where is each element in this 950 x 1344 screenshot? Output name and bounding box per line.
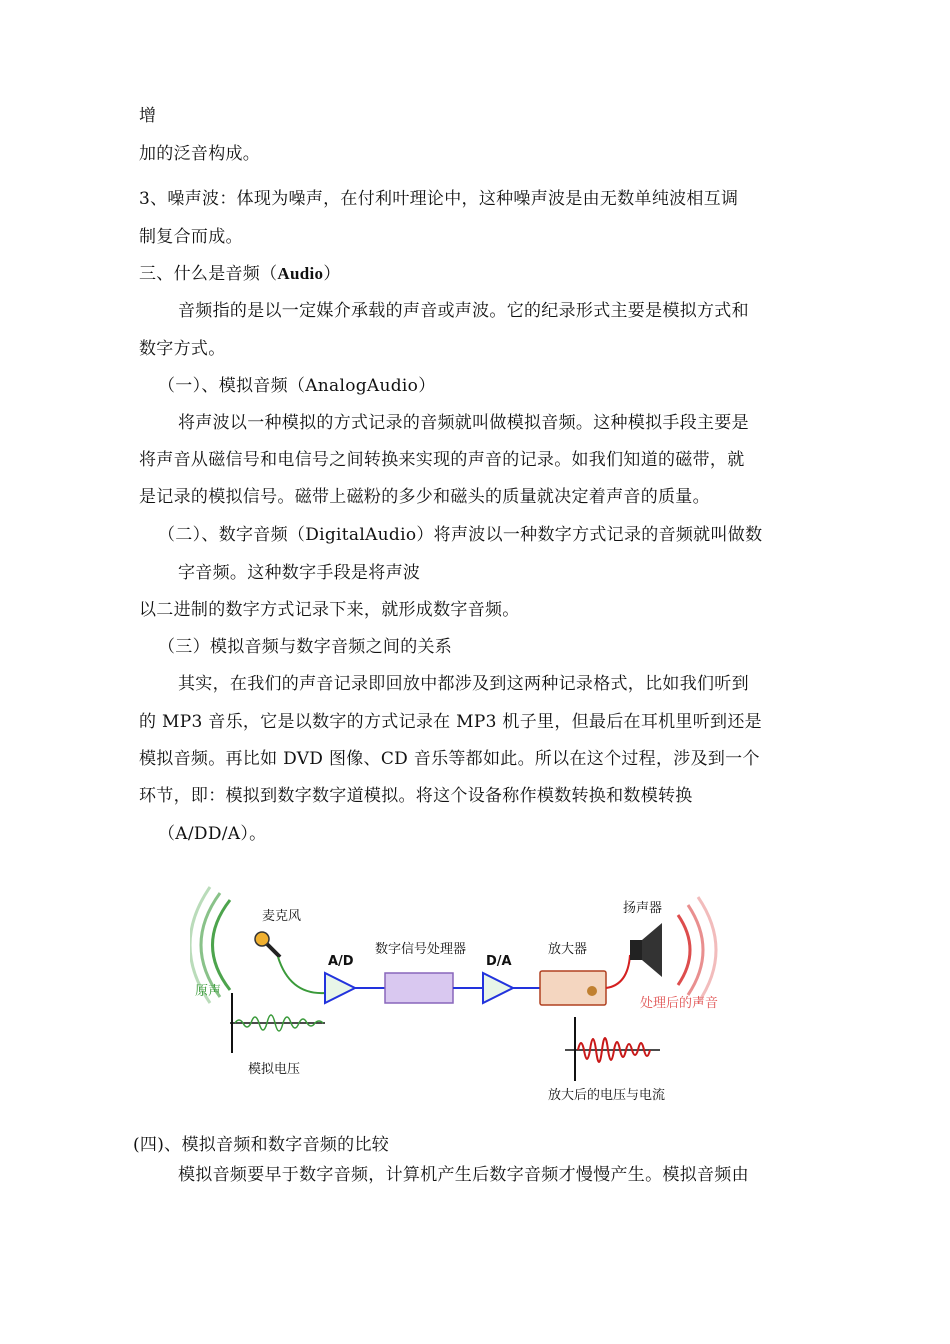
text-line: 音频指的是以一定媒介承载的声音或声波。它的纪录形式主要是模拟方式和 xyxy=(178,301,749,321)
text-line: 将声波以一种模拟的方式记录的音频就叫做模拟音频。这种模拟手段主要是 xyxy=(178,413,749,433)
subsection-heading: (四)、模拟音频和数字音频的比较 xyxy=(133,1135,390,1155)
processed-sound-waves xyxy=(678,897,716,1003)
amp-knob xyxy=(587,986,597,996)
text-line: 3、噪声波：体现为噪声，在付利叶理论中，这种噪声波是由无数单纯波相互调 xyxy=(139,189,739,209)
amp-box xyxy=(540,971,606,1005)
text-line: 将声音从磁信号和电信号之间转换来实现的声音的记录。如我们知道的磁带，就 xyxy=(139,450,745,470)
text-line: 字音频。这种数字手段是将声波 xyxy=(178,563,421,583)
ad-label: A/D xyxy=(328,954,354,969)
text-line: 环节，即：模拟到数字数字道模拟。将这个设备称作模数转换和数模转换 xyxy=(139,786,693,806)
microphone-icon xyxy=(255,932,280,957)
text-line: 增 xyxy=(139,106,157,126)
subsection-heading: （三）模拟音频与数字音频之间的关系 xyxy=(158,637,453,657)
text-line: 的 MP3 音乐，它是以数字的方式记录在 MP3 机子里，但最后在耳机里听到还是 xyxy=(139,712,762,732)
text-line: 加的泛音构成。 xyxy=(139,144,261,164)
text-line: 其实，在我们的声音记录即回放中都涉及到这两种记录格式，比如我们听到 xyxy=(178,674,749,694)
audio-chain-diagram xyxy=(190,885,750,1110)
text-line: （A/DD/A）。 xyxy=(158,824,267,844)
dsp-box xyxy=(385,973,453,1003)
speaker-label: 扬声器 xyxy=(623,901,663,916)
da-label: D/A xyxy=(486,954,512,969)
mic-label: 麦克风 xyxy=(262,909,302,924)
analog-voltage-waveform xyxy=(230,993,325,1053)
subsection-heading: （二）、数字音频（DigitalAudio）将声波以一种数字方式记录的音频就叫做数 xyxy=(158,525,763,545)
text-line: 数字方式。 xyxy=(139,339,226,359)
subsection-heading: （一）、模拟音频（AnalogAudio） xyxy=(158,376,436,396)
text-line: 是记录的模拟信号。磁带上磁粉的多少和磁头的质量就决定着声音的质量。 xyxy=(139,487,710,507)
analog-voltage-label: 模拟电压 xyxy=(248,1062,301,1077)
speaker-cable xyxy=(606,955,630,988)
original-sound-label: 原声 xyxy=(195,984,222,999)
text-line: 以二进制的数字方式记录下来，就形成数字音频。 xyxy=(139,600,520,620)
ad-converter xyxy=(325,973,355,1003)
da-converter xyxy=(483,973,513,1003)
speaker-icon xyxy=(630,923,662,977)
amplified-label: 放大后的电压与电流 xyxy=(548,1088,666,1103)
amplified-waveform xyxy=(565,1017,660,1081)
mic-cable xyxy=(278,957,325,993)
text-line: 制复合而成。 xyxy=(139,227,243,247)
dsp-label: 数字信号处理器 xyxy=(375,942,467,957)
section-heading: 三、什么是音频（Audio） xyxy=(139,264,341,284)
text-line: 模拟音频要早于数字音频，计算机产生后数字音频才慢慢产生。模拟音频由 xyxy=(178,1165,749,1185)
amp-label: 放大器 xyxy=(548,942,588,957)
text-line: 模拟音频。再比如 DVD 图像、CD 音乐等都如此。所以在这个过程，涉及到一个 xyxy=(139,749,760,769)
processed-sound-label: 处理后的声音 xyxy=(640,996,719,1011)
